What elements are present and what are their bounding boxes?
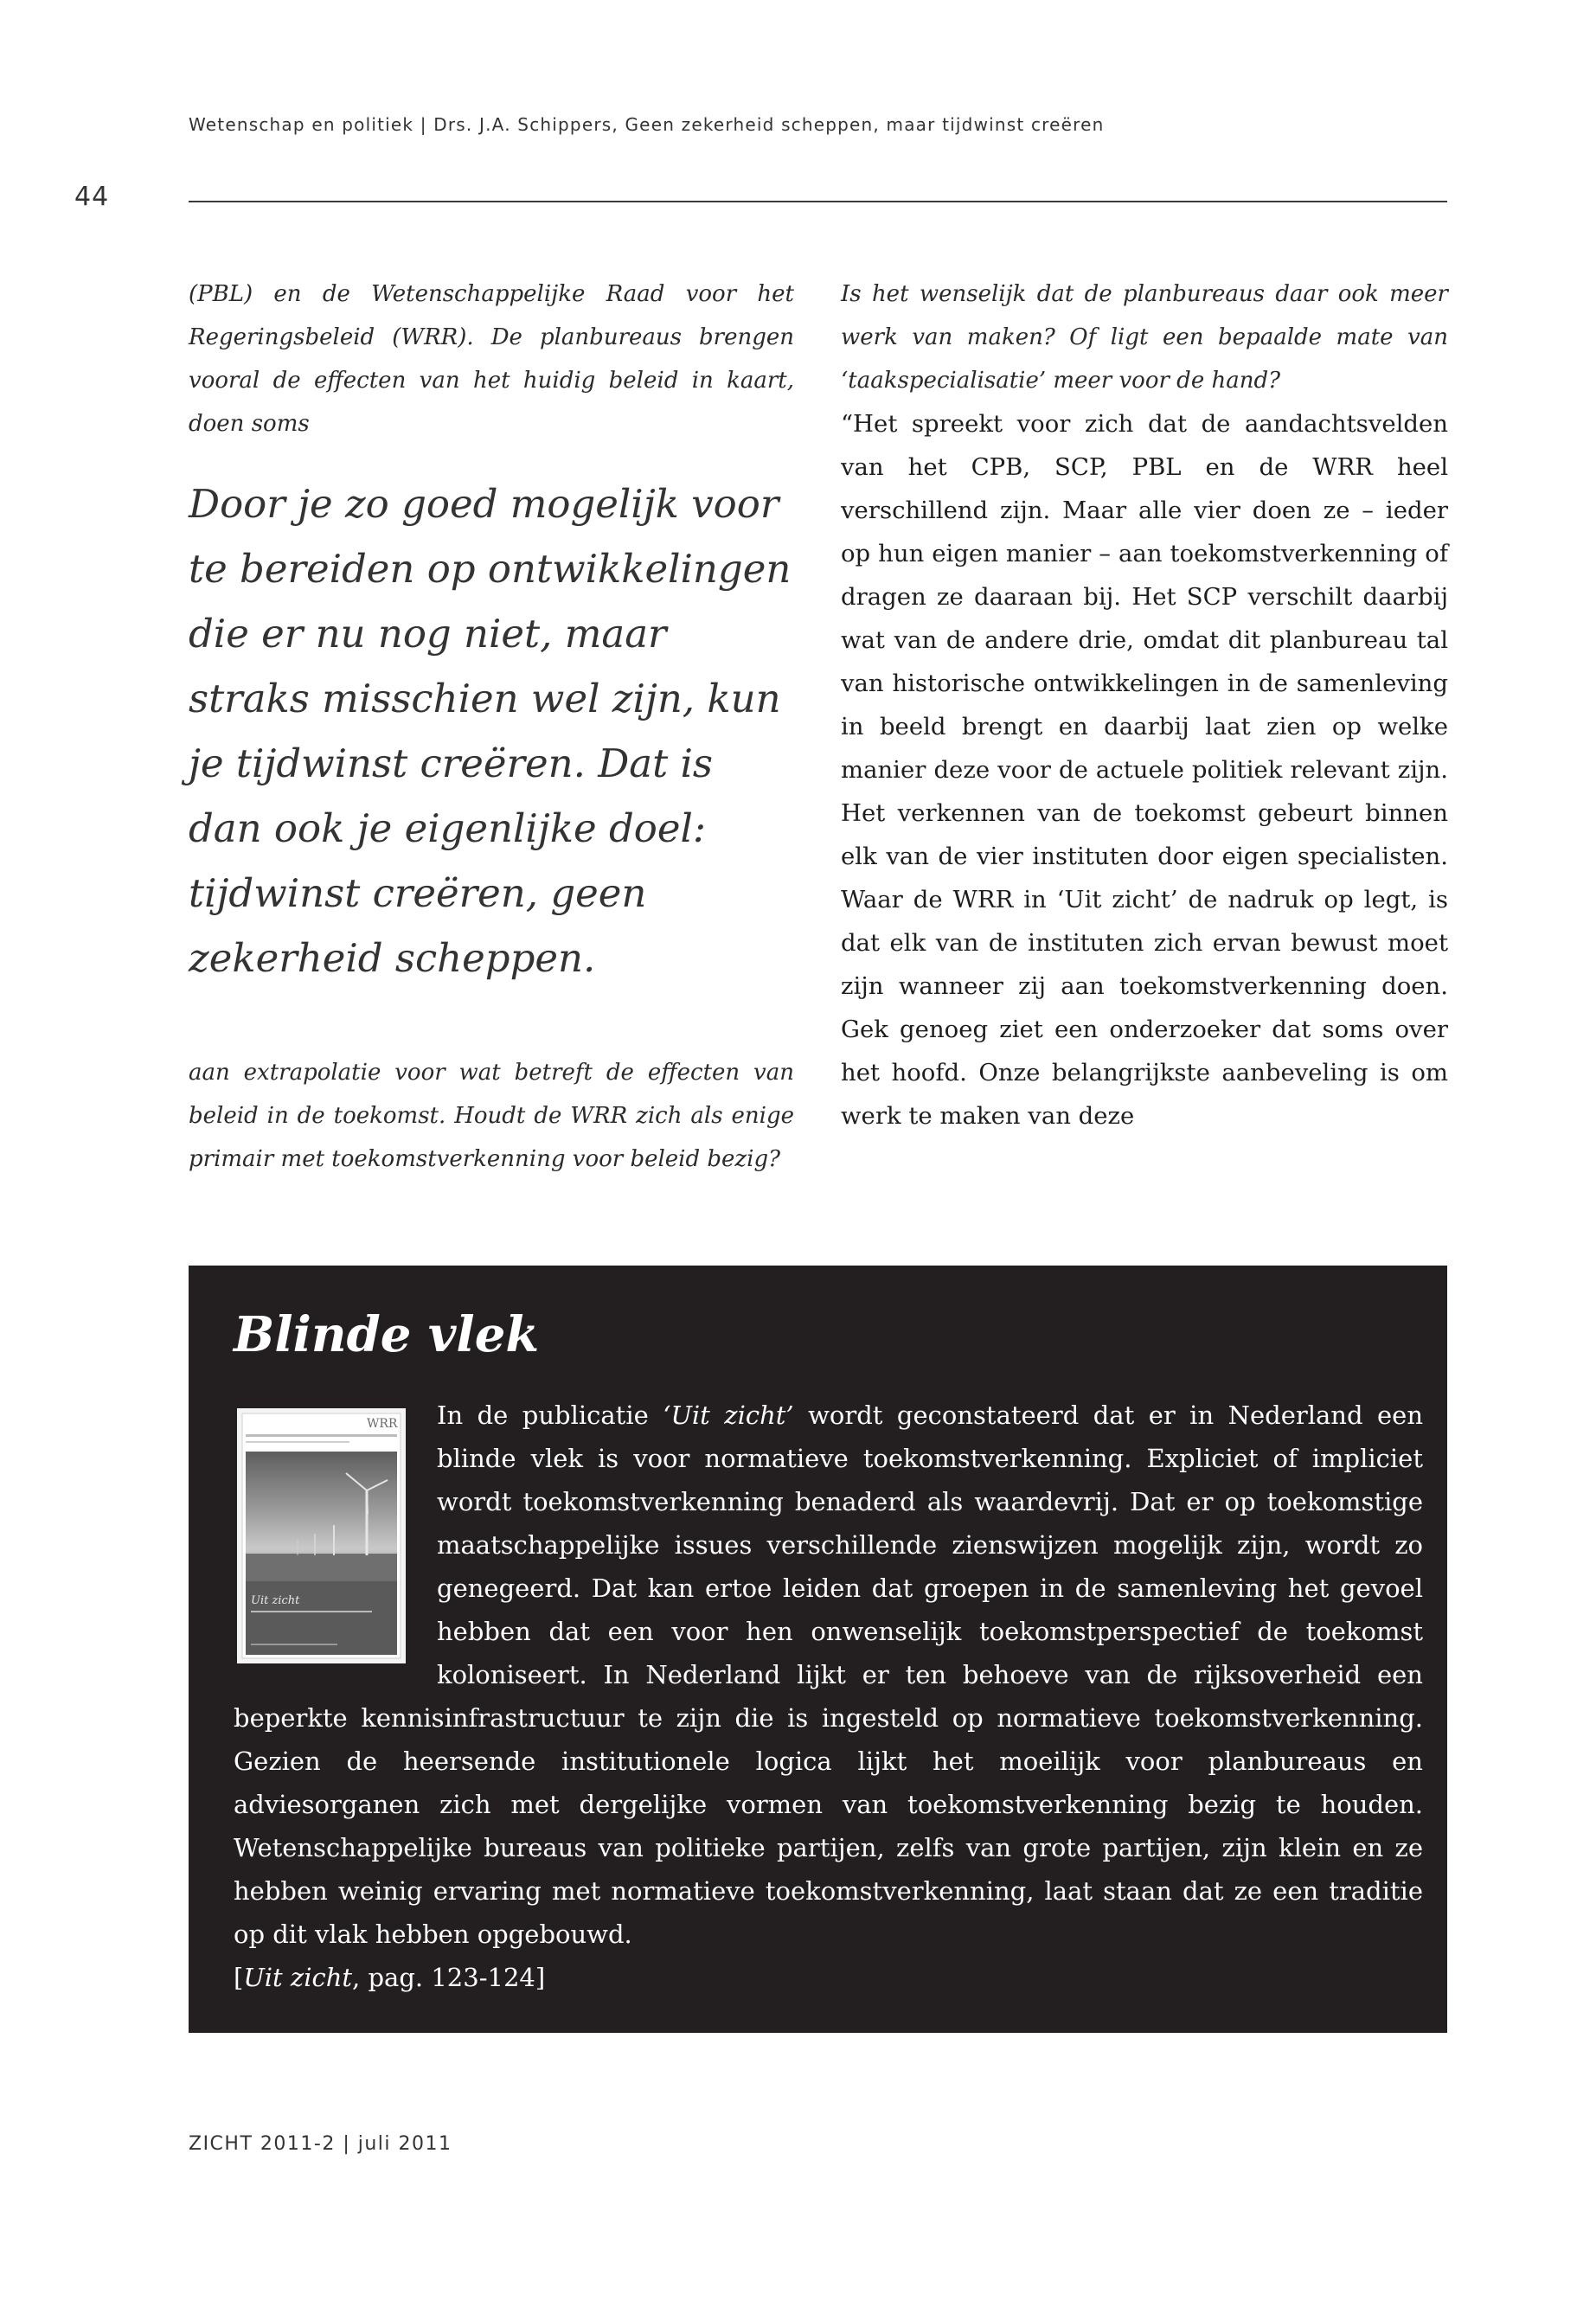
source-bracket: [ — [234, 1963, 244, 1992]
box-source — [234, 1956, 1423, 1999]
cover-title: Uit zicht — [251, 1594, 300, 1607]
footer: ZICHT 2011-2 | juli 2011 — [189, 2133, 452, 2155]
right-column-answer: “Het spreekt voor zich dat de aandachtsvelden van het CPB, SCP, PBL en de WRR heel verschillend zijn. Maar alle vier doen ze – ieder op hun eigen manier – aan toekomstverkenning of dragen ze daaraan bij. Het SCP verschilt daarbij wat van de andere drie, omdat dit planbureau tal van historische ontwikkelingen in de samenleving in beeld brengt en daarbij laat zien op welke manier deze voor de actuele politiek relevant zijn. Het verkennen van de toekomst gebeurt binnen elk van de vier instituten door eigen specialisten. Waar de WRR in ‘Uit zicht’ de nadruk op legt, is dat elk van de instituten zich ervan bewust moet zijn wanneer zij aan toekomstverkenning doen. Gek genoeg ziet een onderzoeker dat soms over het hoofd. Onze belangrijkste aanbeveling is om werk te maken van deze — [841, 410, 1448, 1130]
box-body-publication: ‘Uit zicht’ — [663, 1400, 794, 1430]
left-column-question-start: (PBL) en de Wetenschappelijke Raad voor het Regeringsbeleid (WRR). De planbureaus brengen vooral de effecten van het huidig beleid in kaart, doen soms — [189, 281, 794, 437]
right-column — [841, 272, 1448, 1138]
source-title: Uit zicht — [243, 1963, 353, 1992]
left-column-bottom — [189, 1051, 794, 1181]
header-rule — [189, 201, 1447, 202]
page-number: 44 — [74, 182, 110, 212]
box-title: Blinde vlek — [234, 1306, 540, 1363]
pull-quote: Door je zo goed mogelijk voor te bereiden op ontwikkelingen die er nu nog niet, maar straks misschien wel zijn, kun je tijdwinst creëren. Dat is dan ook je eigenlijke doel: tijdwinst creëren, geen zekerheid scheppen. — [189, 481, 792, 981]
left-column-question-end: aan extrapolatie voor wat betreft de effecten van beleid in de toekomst. Houdt de WRR zich als enige primair met toekomstverkenning voor beleid bezig? — [189, 1060, 794, 1172]
cover-brand: WRR — [367, 1417, 398, 1431]
cover-spacer — [234, 1394, 437, 1679]
box-body — [234, 1394, 1423, 1999]
right-column-question: Is het wenselijk dat de planbureaus daar ook meer werk van maken? Of ligt een bepaalde mate van ‘taakspecialisatie’ meer voor de hand? — [841, 281, 1448, 394]
left-column-top — [189, 272, 794, 445]
running-head: Wetenschap en politiek | Drs. J.A. Schippers, Geen zekerheid scheppen, maar tijdwinst creëren — [189, 114, 1105, 135]
box-body-text: wordt geconstateerd dat er in Nederland een blinde vlek is voor normatieve toekomstverkenning. Expliciet of impliciet wordt toekomstverkenning benaderd als waardevrij. Dat er op toekomstige maatschappelijke issues verschillende zienswijzen mogelijk zijn, wordt zo genegeerd. Dat kan ertoe leiden dat groepen in de samenleving het gevoel hebben dat een voor hen onwenselijk toekomstperspectief de toekomst koloniseert. In Nederland lijkt er ten behoeve van de rijksoverheid een beperkte kennisinfrastructuur te zijn die is ingesteld op normatieve toekomstverkenning. Gezien de heersende institutionele logica lijkt het moeilijk voor planbureaus en adviesorganen zich met dergelijke vormen van toekomstverkenning bezig te houden. Wetenschappelijke bureaus van politieke partijen, zelfs van grote partijen, zijn klein en ze hebben weinig ervaring met normatieve toekomstverkenning, laat staan dat ze een traditie op dit vlak hebben opgebouwd. — [234, 1400, 1423, 1949]
box-body-intro: In de publicatie — [437, 1400, 663, 1430]
source-pages: , pag. 123-124] — [352, 1963, 546, 1992]
blinde-vlek-box — [189, 1266, 1447, 2033]
